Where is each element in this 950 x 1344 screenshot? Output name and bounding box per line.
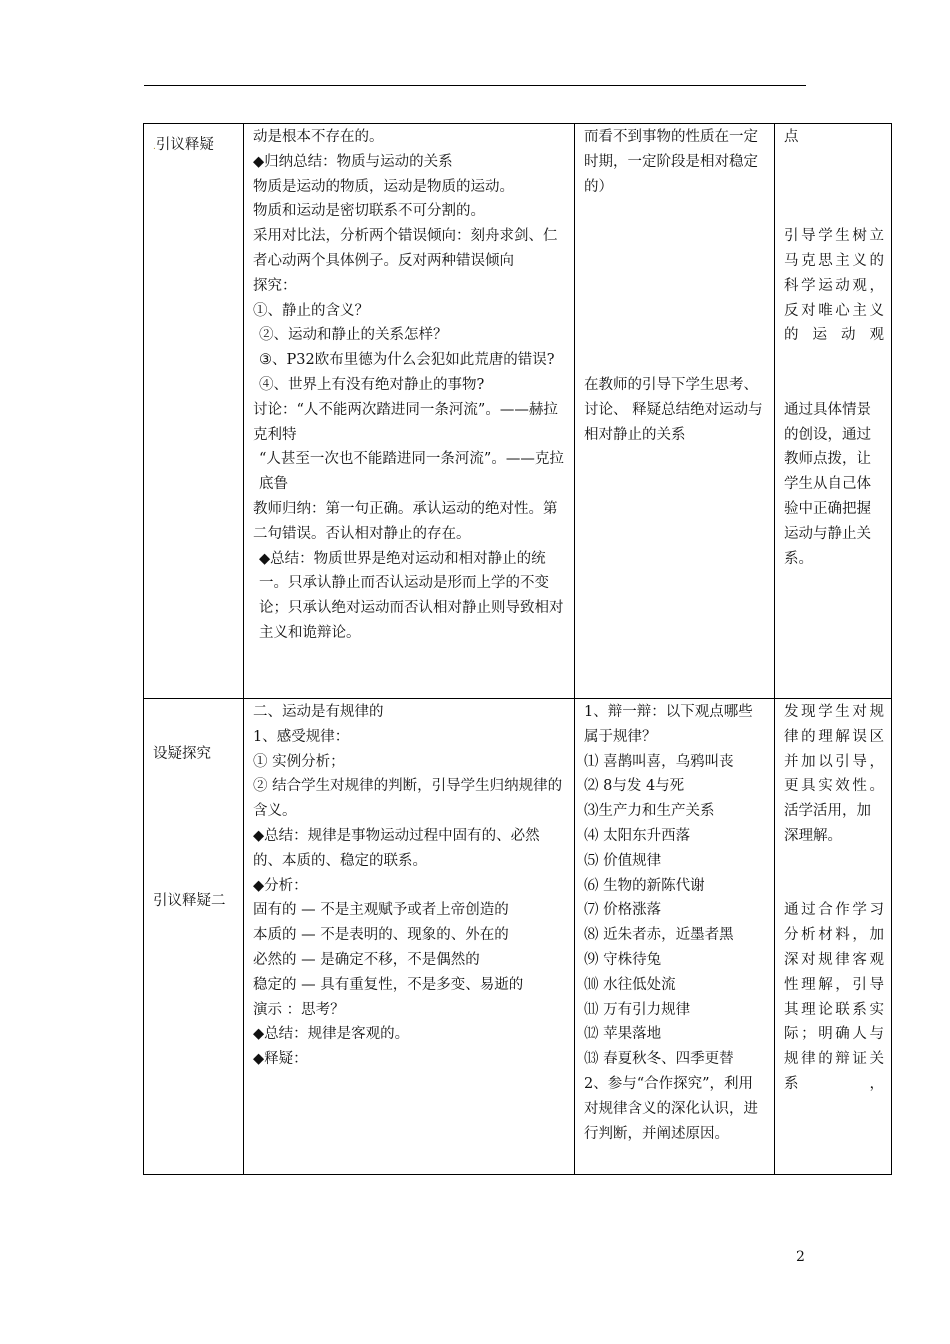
student-activity-cell — [575, 124, 775, 699]
content-line: ◆分析： — [253, 877, 308, 894]
list-item: ⑹ 生物的新陈代谢 — [584, 877, 705, 894]
content-cell — [244, 699, 575, 1175]
content-line: ◆归纳总结：物质与运动的关系 — [253, 153, 453, 170]
list-item: ⒀ 春夏秋冬、四季更替 — [584, 1051, 734, 1068]
content-line: ◆总结：规律是客观的。 — [253, 1026, 410, 1043]
table-row — [144, 699, 892, 1175]
content-line: 1、感受规律： — [253, 728, 350, 745]
content-line: 本质的 — 不是表明的、现象的、外在的 — [253, 927, 509, 944]
student-text: 1、辩一辩：以下观点哪些属于规律？ — [584, 704, 753, 745]
stage-cell — [144, 124, 244, 699]
content-line: ◆释疑： — [253, 1051, 308, 1068]
student-text: 在教师的引导下学生思考、讨论、 释疑总结绝对运动与相对静止的关系 — [584, 376, 763, 443]
intent-text: 发现学生对规律的理解误区并加以引导，更具实效性。 — [784, 704, 884, 795]
design-intent-cell — [775, 124, 892, 699]
table-row — [144, 124, 892, 699]
list-item: ⑴ 喜鹊叫喜，乌鸦叫丧 — [584, 753, 734, 770]
content-line: 动是根本不存在的。 — [253, 129, 384, 145]
stage-label: 引议释疑二 — [153, 892, 226, 909]
list-item: ⑸ 价值规律 — [584, 852, 662, 869]
content-line: ①、静止的含义？ — [253, 302, 369, 319]
content-line: 演示 ：思考？ — [253, 1001, 345, 1018]
intent-text: 引导学生树立马克思主义的科学运动观，反对唯心主义的运动观 — [784, 228, 884, 344]
content-line: 物质是运动的物质，运动是物质的运动。 — [253, 178, 514, 195]
content-line: 固有的 — 不是主观赋予或者上帝创造的 — [253, 902, 509, 919]
stage-label: 设疑探究 — [153, 746, 211, 762]
content-line: ◆总结：规律是事物运动过程中固有的、必然的、本质的、稳定的联系。 — [253, 827, 540, 869]
content-line: 物质和运动是密切联系不可分割的。 — [253, 203, 485, 220]
content-line: ◆总结：物质世界是绝对运动和相对静止的统一。只承认静止而否认运动是形而上学的不变论；只承认绝对运动而否认相对静止则导致相对主义和诡辩论。 — [259, 550, 564, 641]
list-item: ⑻ 近朱者赤，近墨者黑 — [584, 927, 734, 944]
content-line: ④、世界上有没有绝对静止的事物? — [259, 376, 485, 393]
list-item: ⑿ 苹果落地 — [584, 1026, 662, 1043]
content-line: 稳定的 — 具有重复性，不是多变、易逝的 — [253, 976, 524, 993]
list-item: ⑼ 守株待兔 — [584, 951, 662, 968]
intent-text: 通过具体情景的创设，通过教师点拨，让学生从自己体验中正确把握运动与静止关系。 — [784, 401, 871, 567]
intent-text: 点 — [784, 129, 799, 145]
content-line: 必然的 — 是确定不移，不是偶然的 — [253, 951, 480, 968]
list-item: ⑾ 万有引力规律 — [584, 1001, 691, 1018]
content-line: “人甚至一次也不能踏进同一条河流”。——克拉底鲁 — [259, 451, 564, 493]
page-number: 2 — [796, 1249, 805, 1265]
content-cell — [244, 124, 575, 699]
student-text: 而看不到事物的性质在一定时期，一定阶段是相对稳定的） — [584, 129, 758, 195]
content-line: ① 实例分析； — [253, 753, 345, 770]
content-line: 采用对比法，分析两个错误倾向：刻舟求剑、仁者心动两个具体例子。反对两种错误倾向 — [253, 228, 558, 269]
intent-text: 活学活用，加深理解。 — [784, 803, 871, 844]
student-activity-cell — [575, 699, 775, 1175]
list-item: ⑶生产力和生产关系 — [584, 803, 715, 820]
content-line: ③、P32欧布里德为什么会犯如此荒唐的错误? — [259, 352, 555, 369]
content-line: 教师归纳：第一句正确。承认运动的绝对性。第二句错误。否认相对静止的存在。 — [253, 500, 558, 542]
content-line: ②、运动和静止的关系怎样？ — [259, 327, 448, 344]
lesson-plan-table — [143, 123, 892, 1175]
intent-text: 通过合作学习分析材料，加深对规律客观性理解，引导其理论联系实际；明确人与规律的辩证关系， — [784, 902, 884, 1092]
list-item: ⑷ 太阳东升西落 — [584, 827, 691, 844]
stage-label: .引议释疑 — [153, 137, 214, 153]
content-line: 讨论：“人不能两次踏进同一条河流”。——赫拉克利特 — [253, 401, 558, 443]
student-text: 2、参与“合作探究”，利用对规律含义的深化认识，进行判断，并阐述原因。 — [584, 1075, 758, 1142]
list-item: ⑵ 8与发 4与死 — [584, 778, 685, 795]
content-line: ② 结合学生对规律的判断，引导学生归纳规律的含义。 — [253, 778, 563, 820]
header-rule — [144, 85, 806, 86]
stage-cell — [144, 699, 244, 1175]
content-line: 探究： — [253, 277, 297, 294]
content-line: 二、运动是有规律的 — [253, 704, 384, 720]
design-intent-cell — [775, 699, 892, 1175]
list-item: ⑽ 水往低处流 — [584, 976, 676, 993]
list-item: ⑺ 价格涨落 — [584, 902, 662, 919]
